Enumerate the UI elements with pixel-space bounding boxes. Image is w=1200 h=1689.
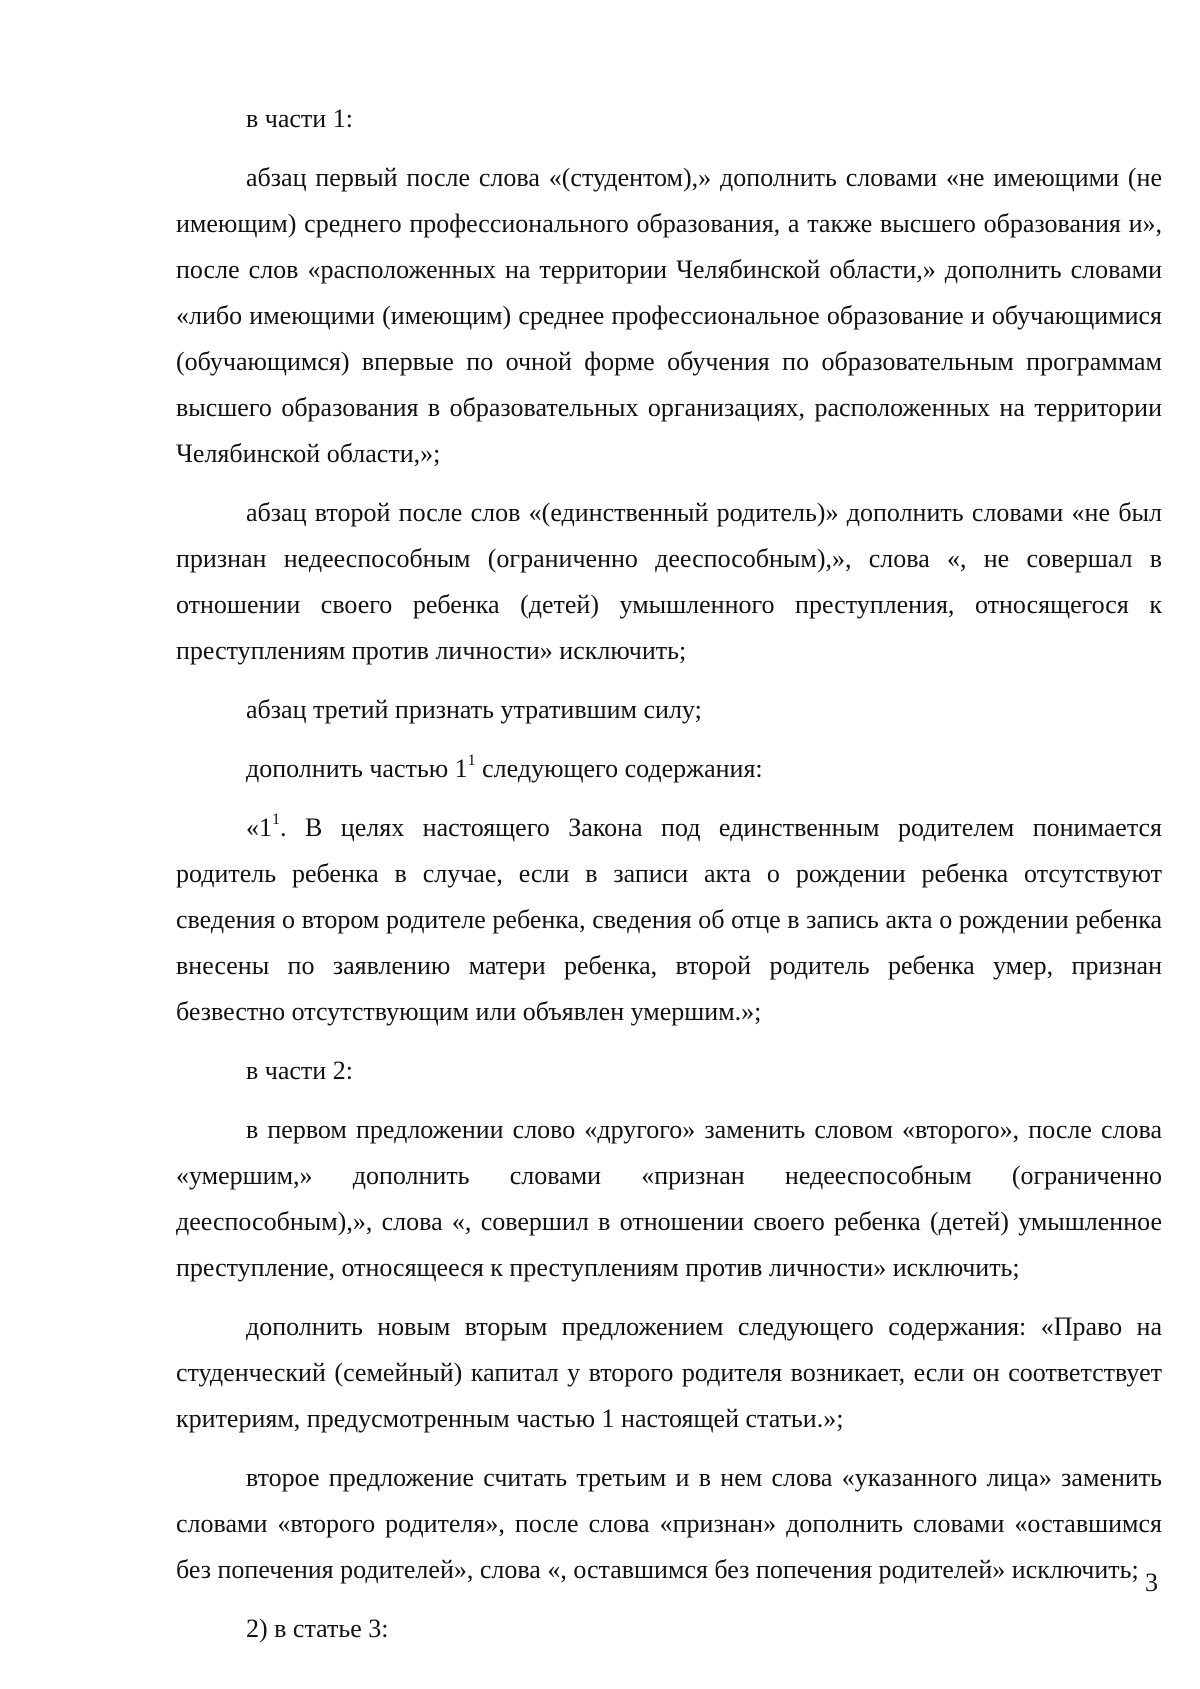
paragraph-text-after: . В целях настоящего Закона под единственным родителем понимается родитель ребенка в случае, если в записи акта о рождении ребенка отсутствуют сведения о втором родителе ребенка, сведения об отце в запись акта о рождении ребенка внесены по заявлению матери ребенка, второй родитель ребенка умер, признан безвестно отсутствующим или объявлен умершим.»; [176,813,1162,1026]
paragraph-third-abzats-repeal: абзац третий признать утратившим силу; [246,695,702,724]
paragraph-second-abzats-amendment: абзац второй после слов «(единственный родитель)» дополнить словами «не был признан недееспособным (ограниченно дееспособным),», слова «, не совершал в отношении своего ребенка (детей) умышленного преступления, относящегося к преступлениям против личности» исключить; [176,498,1162,665]
paragraph-add-part-1-1 [176,746,1162,792]
paragraph-part-1-heading: в части 1: [246,104,353,133]
document-body [176,96,1162,1665]
paragraph-first-sentence-amendment: в первом предложении слово «другого» заменить словом «второго», после слова «умершим,» дополнить словами «признан недееспособным (ограниченно дееспособным),», слова «, совершил в отношении своего ребенка (детей) умышленное преступление, относящееся к преступлениям против личности» исключить; [176,1115,1162,1282]
paragraph-text-after: следующего содержания: [475,754,763,783]
paragraph-second-sentence-renumber: второе предложение считать третьим и в нем слова «указанного лица» заменить словами «второго родителя», после слова «признан» дополнить словами «оставшимся без попечения родителей», слова «, оставшимся без попечения родителей» исключить; [176,1463,1162,1584]
paragraph-new-second-sentence: дополнить новым вторым предложением следующего содержания: «Право на студенческий (семейный) капитал у второго родителя возникает, если он соответствует критериям, предусмотренным частью 1 настоящей статьи.»; [176,1312,1162,1433]
page-number: 3 [1145,1568,1158,1597]
paragraph-article-3-heading: 2) в статье 3: [246,1614,389,1643]
paragraph-part-1-1-content [176,805,1162,1035]
paragraph-text-before: «1 [246,813,272,842]
superscript-index: 1 [467,752,476,770]
paragraph-part-2-heading: в части 2: [246,1056,353,1085]
superscript-index: 1 [272,811,280,829]
paragraph-first-abzats-amendment: абзац первый после слова «(студентом),» дополнить словами «не имеющими (не имеющим) среднего профессионального образования, а также высшего образования и», после слов «расположенных на территории Челябинской области,» дополнить словами «либо имеющими (имеющим) среднее профессиональное образование и обучающимися (обучающимся) впервые по очной форме обучения по образовательным программам высшего образования в образовательных организациях, расположенных на территории Челябинской области,»; [176,163,1162,468]
paragraph-text-before: дополнить частью 1 [246,754,468,783]
